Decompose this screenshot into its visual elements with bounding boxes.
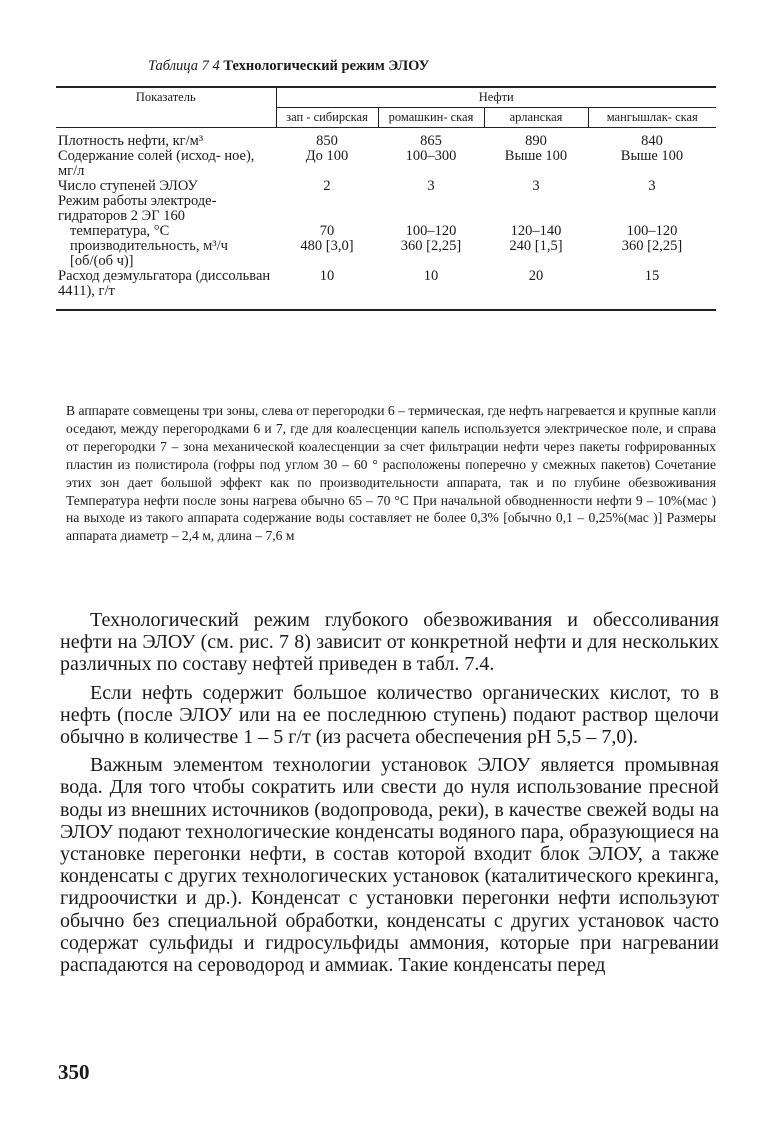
cell: 3 [648, 178, 656, 194]
header-indicator: Показатель [56, 87, 276, 128]
table-row [56, 128, 716, 150]
cell: 70 [319, 223, 335, 239]
cell: 3 [532, 178, 540, 194]
cell [378, 194, 484, 224]
table-caption [148, 58, 429, 75]
cell: 240 [1,5] [509, 238, 563, 254]
header-col: арланская [484, 108, 588, 128]
body-text [60, 609, 719, 982]
row-name: Расход деэмульгатора (диссольван 4411), г/т [56, 269, 276, 310]
cell [588, 194, 716, 224]
cell: 10 [276, 269, 378, 310]
cell: 360 [2,25] [621, 238, 683, 254]
row-name: температура, °С [70, 223, 170, 239]
cell [484, 194, 588, 224]
cell: Выше 100 [620, 148, 684, 164]
cell: До 100 [305, 148, 349, 164]
technology-table [56, 86, 716, 311]
cell: 2 [323, 178, 331, 194]
cell: Выше 100 [504, 148, 568, 164]
paragraph: Если нефть содержит большое количество органических кислот, то в нефть (после ЭЛОУ или на ее последнюю ступень) подают раствор щелочи обычно в количестве 1 – 5 г/т (из расчета обеспечения pH 5,5 – 7,0). [60, 681, 719, 749]
cell: 100–120 [405, 223, 457, 239]
cell: 890 [525, 133, 547, 149]
table-label: Таблица 7 4 [148, 58, 220, 74]
header-col: мангышлак- ская [588, 108, 716, 128]
cell: 3 [427, 178, 435, 194]
cell: 15 [588, 269, 716, 310]
row-name: Режим работы электроде- гидраторов 2 ЭГ 160 [58, 193, 217, 224]
table-row [56, 194, 716, 224]
cell: 840 [641, 133, 663, 149]
table-row [56, 179, 716, 194]
row-name: Содержание солей (исход- ное), мг/л [58, 148, 255, 179]
figure-note: В аппарате совмещены три зоны, слева от перегородки 6 – термическая, где нефть нагревается и крупные капли оседают, между перегородками 6 и 7, где для коалесценции капель используется электрическое поле, и справа от перегородки 7 – зона механической коалесценции за счет фильтрации нефти через пакеты гофрированных пластин из полистирола (гофры под углом 30 – 60 ° расположены поперечно у смежных пакетов) Сочетание этих зон дает большой эффект как по производительности аппарата, так и по глубине обезвоживания Температура нефти после зоны нагрева обычно 65 – 70 °С При начальной обводненности нефти 9 – 10%(мас ) на выходе из такого аппарата содержание воды составляет не более 0,3% [обычно 0,1 – 0,25%(мас )] Размеры аппарата диаметр – 2,4 м, длина – 7,6 м [66, 403, 716, 544]
cell: 20 [484, 269, 588, 310]
header-col: зап - сибирская [276, 108, 378, 128]
table-row [56, 239, 716, 269]
header-group: Нефти [276, 87, 716, 108]
cell: 120–140 [510, 223, 562, 239]
cell: 100–300 [405, 148, 457, 164]
page-number: 350 [58, 1060, 90, 1084]
table-row [56, 224, 716, 239]
table-row [56, 149, 716, 179]
cell [276, 194, 378, 224]
header-col: ромашкин- ская [378, 108, 484, 128]
cell: 360 [2,25] [400, 238, 462, 254]
cell: 100–120 [626, 223, 678, 239]
row-name: Плотность нефти, кг/м³ [58, 133, 204, 149]
cell: 480 [3,0] [300, 238, 354, 254]
table-row [56, 269, 716, 310]
row-name: производительность, м³/ч [об/(об ч)] [70, 238, 228, 269]
row-name: Число ступеней ЭЛОУ [58, 178, 198, 194]
paragraph: Важным элементом технологии установок ЭЛОУ является промывная вода. Для того чтобы сократить или свести до нуля использование пресной воды из внешних источников (водопровода, реки), в качестве свежей воды на ЭЛОУ подают технологические конденсаты водяного пара, образующиеся на установке перегонки нефти, в состав которой входит блок ЭЛОУ, а также конденсаты с других технологических установок (каталитического крекинга, гидроочистки и др.). Конденсат с установки перегонки нефти используют обычно без специальной обработки, конденсаты с других установок часто содержат сульфиды и гидросульфиды аммония, которые при нагревании распадаются на сероводород и аммиак. Такие конденсаты перед [60, 754, 719, 977]
paragraph: Технологический режим глубокого обезвоживания и обессоливания нефти на ЭЛОУ (см. рис. 7 8) зависит от конкретной нефти и для нескольких различных по составу нефтей приведен в табл. 7.4. [60, 609, 719, 676]
cell: 850 [316, 133, 338, 149]
cell: 10 [378, 269, 484, 310]
cell: 865 [420, 133, 442, 149]
table-title: Технологический режим ЭЛОУ [223, 58, 430, 74]
